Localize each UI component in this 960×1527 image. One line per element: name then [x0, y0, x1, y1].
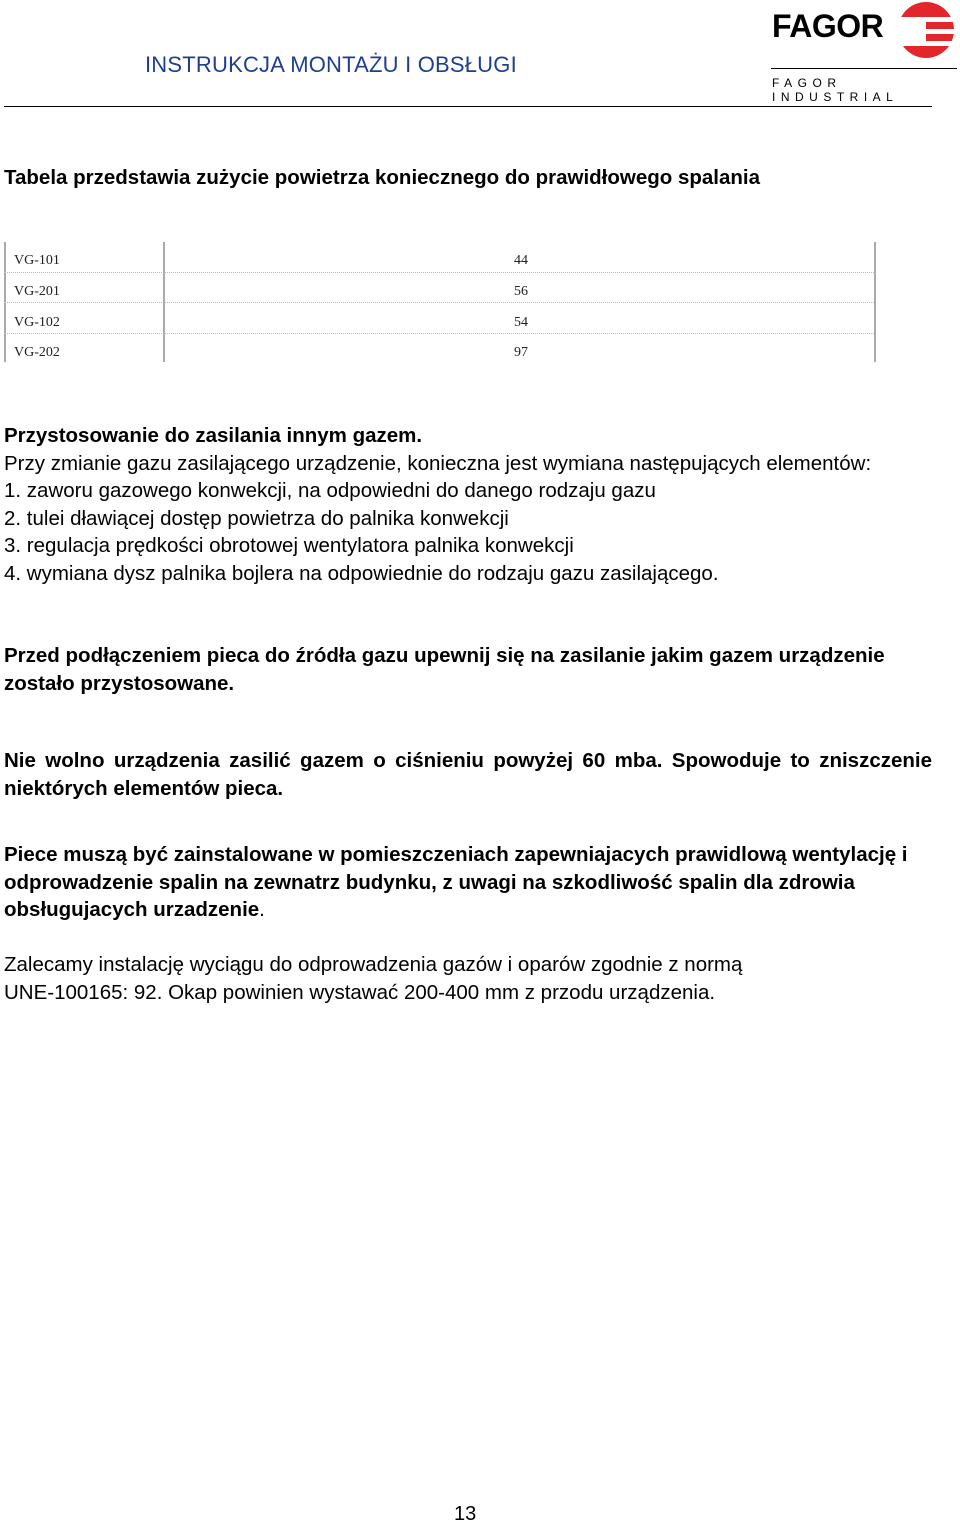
model-cell: VG-201: [14, 284, 60, 299]
gas-check-warning: Przed podłączeniem pieca do źródła gazu upewnij się na zasilanie jakim gazem urządzenie zostało przystosowane.: [4, 644, 885, 695]
model-cell: VG-202: [14, 345, 60, 360]
table-row: [14, 345, 874, 375]
recommendation-line: Zalecamy instalację wyciągu do odprowadzenia gazów i oparów zgodnie z normą: [4, 953, 743, 976]
table-right-border: [874, 242, 876, 362]
model-cell: VG-102: [14, 315, 60, 330]
page-number: 13: [454, 1503, 477, 1525]
table-row: [14, 253, 874, 283]
header-divider: [4, 106, 932, 107]
ventilation-warning: [4, 841, 924, 924]
value-cell: 54: [514, 315, 528, 330]
list-item: 4. wymiana dysz palnika bojlera na odpowiednie do rodzaju gazu zasilającego.: [4, 561, 719, 585]
value-cell: 97: [514, 345, 528, 360]
model-cell: VG-101: [14, 253, 60, 268]
list-item: 2. tulei dławiącej dostęp powietrza do palnika konwekcji: [4, 506, 509, 530]
list-item: 1. zaworu gazowego konwekcji, na odpowiedni do danego rodzaju gazu: [4, 479, 656, 502]
list-item: 3. regulacja prędkości obrotowej wentylatora palnika konwekcji: [4, 534, 574, 557]
table-row: [14, 284, 874, 314]
air-consumption-table: [4, 240, 880, 364]
table-row: [14, 315, 874, 345]
value-cell: 44: [514, 253, 528, 268]
document-title: INSTRUKCJA MONTAŻU I OBSŁUGI: [145, 52, 517, 77]
extractor-recommendation: [4, 951, 932, 1006]
fagor-logo: [768, 0, 958, 104]
pressure-warning: Nie wolno urządzenia zasilić gazem o ciśnieniu powyżej 60 mba. Spowoduje to zniszczenie niektórych elementów pieca.: [4, 749, 932, 800]
logo-wordmark: FAGOR: [772, 8, 884, 44]
adaptation-section: [4, 422, 932, 587]
recommendation-line: UNE-100165: 92. Okap powinien wystawać 200-400 mm z przodu urządzenia.: [4, 980, 716, 1004]
adaptation-heading: Przystosowanie do zasilania innym gazem.: [4, 424, 423, 447]
ventilation-text: Piece muszą być zainstalowane w pomieszczeniach zapewniajacych prawidlową wentylację i odprowadzenie spalin na zewnatrz budynku, z uwagi na szkodliwość spalin dla zdrowia obsługujacych urzadzenie: [4, 843, 908, 921]
adaptation-intro: Przy zmianie gazu zasilającego urządzenie, konieczna jest wymiana następujących elementów:: [4, 451, 872, 475]
logo-divider: [771, 68, 957, 69]
table-heading: Tabela przedstawia zużycie powietrza koniecznego do prawidłowego spalania: [4, 166, 761, 189]
value-cell: 56: [514, 284, 528, 299]
logo-subtitle: FAGOR INDUSTRIAL: [772, 76, 899, 104]
fagor-logo-mark-icon: [896, 0, 956, 60]
ventilation-period: .: [259, 898, 265, 921]
